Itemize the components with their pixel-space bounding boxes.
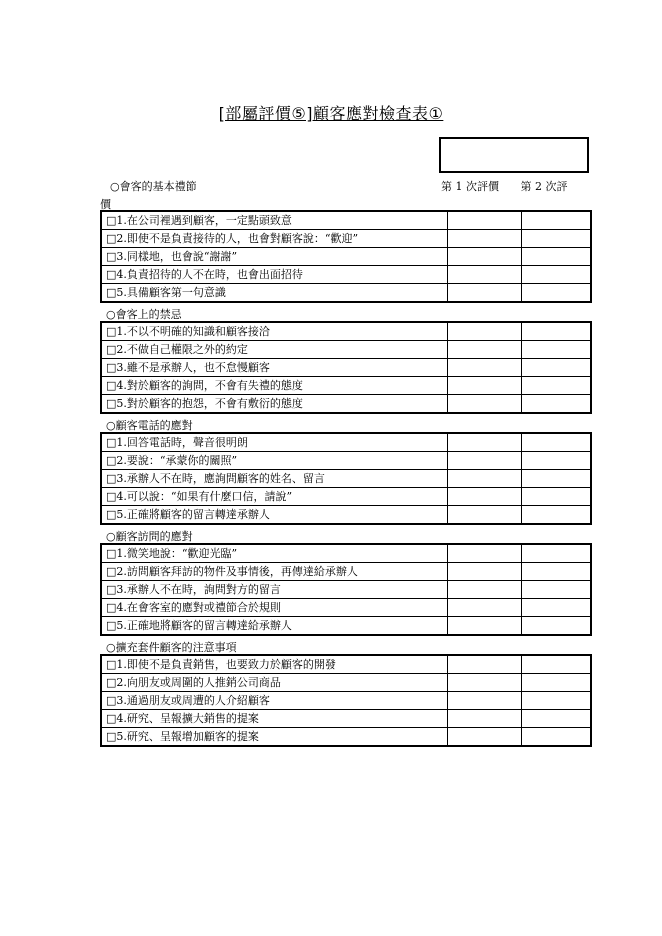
- column-headers: [441, 178, 568, 194]
- first-eval-cell[interactable]: [447, 248, 521, 266]
- second-eval-cell[interactable]: [521, 230, 591, 248]
- checklist-item[interactable]: □2.訪問顧客拜訪的物件及事情後，再傳達給承辦人: [101, 563, 447, 581]
- first-eval-cell[interactable]: [447, 266, 521, 284]
- table-row: [101, 563, 591, 581]
- second-eval-cell[interactable]: [521, 211, 591, 230]
- checklist-table: [100, 432, 592, 525]
- table-row: [101, 359, 591, 377]
- first-eval-cell[interactable]: [447, 322, 521, 341]
- second-eval-cell[interactable]: [521, 674, 591, 692]
- first-eval-cell[interactable]: [447, 211, 521, 230]
- evaluator-box[interactable]: [439, 137, 589, 173]
- second-eval-cell[interactable]: [521, 488, 591, 506]
- first-eval-cell[interactable]: [447, 544, 521, 563]
- second-eval-cell[interactable]: [521, 506, 591, 525]
- first-eval-cell[interactable]: [447, 377, 521, 395]
- second-eval-cell[interactable]: [521, 377, 591, 395]
- table-row: [101, 377, 591, 395]
- first-eval-cell[interactable]: [447, 655, 521, 674]
- first-eval-cell[interactable]: [447, 581, 521, 599]
- checklist-item[interactable]: □4.研究、呈報擴大銷售的提案: [101, 710, 447, 728]
- checklist-item[interactable]: □5.研究、呈報增加顧客的提案: [101, 728, 447, 747]
- table-row: [101, 506, 591, 525]
- checklist-item[interactable]: □4.在會客室的應對或禮節合於規則: [101, 599, 447, 617]
- table-row: [101, 710, 591, 728]
- second-eval-cell[interactable]: [521, 599, 591, 617]
- column-second-evaluation: 第 2 次評: [520, 180, 568, 193]
- table-row: [101, 266, 591, 284]
- page-title: [部屬評價⑤]顧客應對檢查表①: [218, 104, 444, 123]
- table-row: [101, 230, 591, 248]
- second-eval-cell[interactable]: [521, 341, 591, 359]
- first-eval-cell[interactable]: [447, 563, 521, 581]
- first-eval-cell[interactable]: [447, 452, 521, 470]
- checklist-item[interactable]: □4.負責招待的人不在時，也會出面招待: [101, 266, 447, 284]
- checklist-item[interactable]: □5.對於顧客的抱怨，不會有敷衍的態度: [101, 395, 447, 414]
- second-eval-cell[interactable]: [521, 284, 591, 303]
- table-row: [101, 544, 591, 563]
- checklist-item[interactable]: □2.要說：“承蒙你的關照”: [101, 452, 447, 470]
- second-eval-cell[interactable]: [521, 655, 591, 674]
- table-row: [101, 728, 591, 747]
- first-eval-cell[interactable]: [447, 506, 521, 525]
- section-title: ○會客的基本禮節: [110, 180, 197, 193]
- checklist-table: [100, 543, 592, 636]
- checklist-item[interactable]: □3.雖不是承辦人，也不怠慢顧客: [101, 359, 447, 377]
- table-row: [101, 284, 591, 303]
- table-row: [101, 674, 591, 692]
- second-eval-cell[interactable]: [521, 563, 591, 581]
- second-eval-cell[interactable]: [521, 322, 591, 341]
- table-row: [101, 433, 591, 452]
- checklist-item[interactable]: □3.通過朋友或周遭的人介紹顧客: [101, 692, 447, 710]
- second-eval-cell[interactable]: [521, 359, 591, 377]
- second-eval-cell[interactable]: [521, 248, 591, 266]
- table-row: [101, 341, 591, 359]
- table-row: [101, 211, 591, 230]
- checklist-item[interactable]: □3.承辦人不在時，詢問對方的留言: [101, 581, 447, 599]
- checklist-item[interactable]: □2.即使不是負責接待的人，也會對顧客說：“歡迎”: [101, 230, 447, 248]
- checklist-table: [100, 321, 592, 414]
- second-eval-cell[interactable]: [521, 692, 591, 710]
- table-row: [101, 617, 591, 636]
- second-eval-cell[interactable]: [521, 395, 591, 414]
- table-row: [101, 655, 591, 674]
- table-row: [101, 581, 591, 599]
- second-eval-cell[interactable]: [521, 617, 591, 636]
- checklist-item[interactable]: □2.不做自己權限之外的約定: [101, 341, 447, 359]
- table-row: [101, 599, 591, 617]
- first-eval-cell[interactable]: [447, 599, 521, 617]
- first-eval-cell[interactable]: [447, 284, 521, 303]
- checklist-item[interactable]: □1.在公司裡遇到顧客，一定點頭致意: [101, 211, 447, 230]
- second-eval-cell[interactable]: [521, 728, 591, 747]
- first-eval-cell[interactable]: [447, 359, 521, 377]
- checklist-table: [100, 210, 592, 303]
- checklist-item[interactable]: □1.即使不是負責銷售，也要致力於顧客的開發: [101, 655, 447, 674]
- table-row: [101, 452, 591, 470]
- checklist-table: [100, 654, 592, 747]
- first-eval-cell[interactable]: [447, 230, 521, 248]
- checklist-item[interactable]: □5.具備顧客第一句意識: [101, 284, 447, 303]
- second-eval-cell[interactable]: [521, 433, 591, 452]
- section-title: ○顧客訪問的應對: [106, 530, 193, 543]
- checklist-item[interactable]: □3.同樣地，也會說“謝謝”: [101, 248, 447, 266]
- second-eval-cell[interactable]: [521, 470, 591, 488]
- table-row: [101, 248, 591, 266]
- second-eval-cell[interactable]: [521, 544, 591, 563]
- second-eval-cell[interactable]: [521, 266, 591, 284]
- checklist-item[interactable]: □2.向朋友或周圍的人推銷公司商品: [101, 674, 447, 692]
- checklist-item[interactable]: □1.不以不明確的知識和顧客接洽: [101, 322, 447, 341]
- table-row: [101, 322, 591, 341]
- column-second-evaluation-wrap: 價: [100, 198, 111, 211]
- first-eval-cell[interactable]: [447, 341, 521, 359]
- first-eval-cell[interactable]: [447, 674, 521, 692]
- table-row: [101, 470, 591, 488]
- first-eval-cell[interactable]: [447, 395, 521, 414]
- table-row: [101, 692, 591, 710]
- first-eval-cell[interactable]: [447, 710, 521, 728]
- first-eval-cell[interactable]: [447, 728, 521, 747]
- first-eval-cell[interactable]: [447, 433, 521, 452]
- first-eval-cell[interactable]: [447, 470, 521, 488]
- second-eval-cell[interactable]: [521, 581, 591, 599]
- first-eval-cell[interactable]: [447, 488, 521, 506]
- checklist-item[interactable]: □1.回答電話時，聲音很明朗: [101, 433, 447, 452]
- section-title: ○會客上的禁忌: [106, 308, 182, 321]
- table-row: [101, 395, 591, 414]
- checklist-item[interactable]: □1.微笑地說：“歡迎光臨”: [101, 544, 447, 563]
- second-eval-cell[interactable]: [521, 452, 591, 470]
- column-first-evaluation: 第 1 次評價: [441, 180, 499, 193]
- first-eval-cell[interactable]: [447, 692, 521, 710]
- section-title: ○擴充套件顧客的注意事項: [106, 641, 237, 654]
- checklist-item[interactable]: □3.承辦人不在時，應詢問顧客的姓名、留言: [101, 470, 447, 488]
- checklist-item[interactable]: □5.正確地將顧客的留言轉達給承辦人: [101, 617, 447, 636]
- checklist-item[interactable]: □5.正確將顧客的留言轉達承辦人: [101, 506, 447, 525]
- section-title: ○顧客電話的應對: [106, 419, 193, 432]
- first-eval-cell[interactable]: [447, 617, 521, 636]
- second-eval-cell[interactable]: [521, 710, 591, 728]
- checklist-item[interactable]: □4.對於顧客的詢問，不會有失禮的態度: [101, 377, 447, 395]
- table-row: [101, 488, 591, 506]
- checklist-item[interactable]: □4.可以說：“如果有什麼口信，請說”: [101, 488, 447, 506]
